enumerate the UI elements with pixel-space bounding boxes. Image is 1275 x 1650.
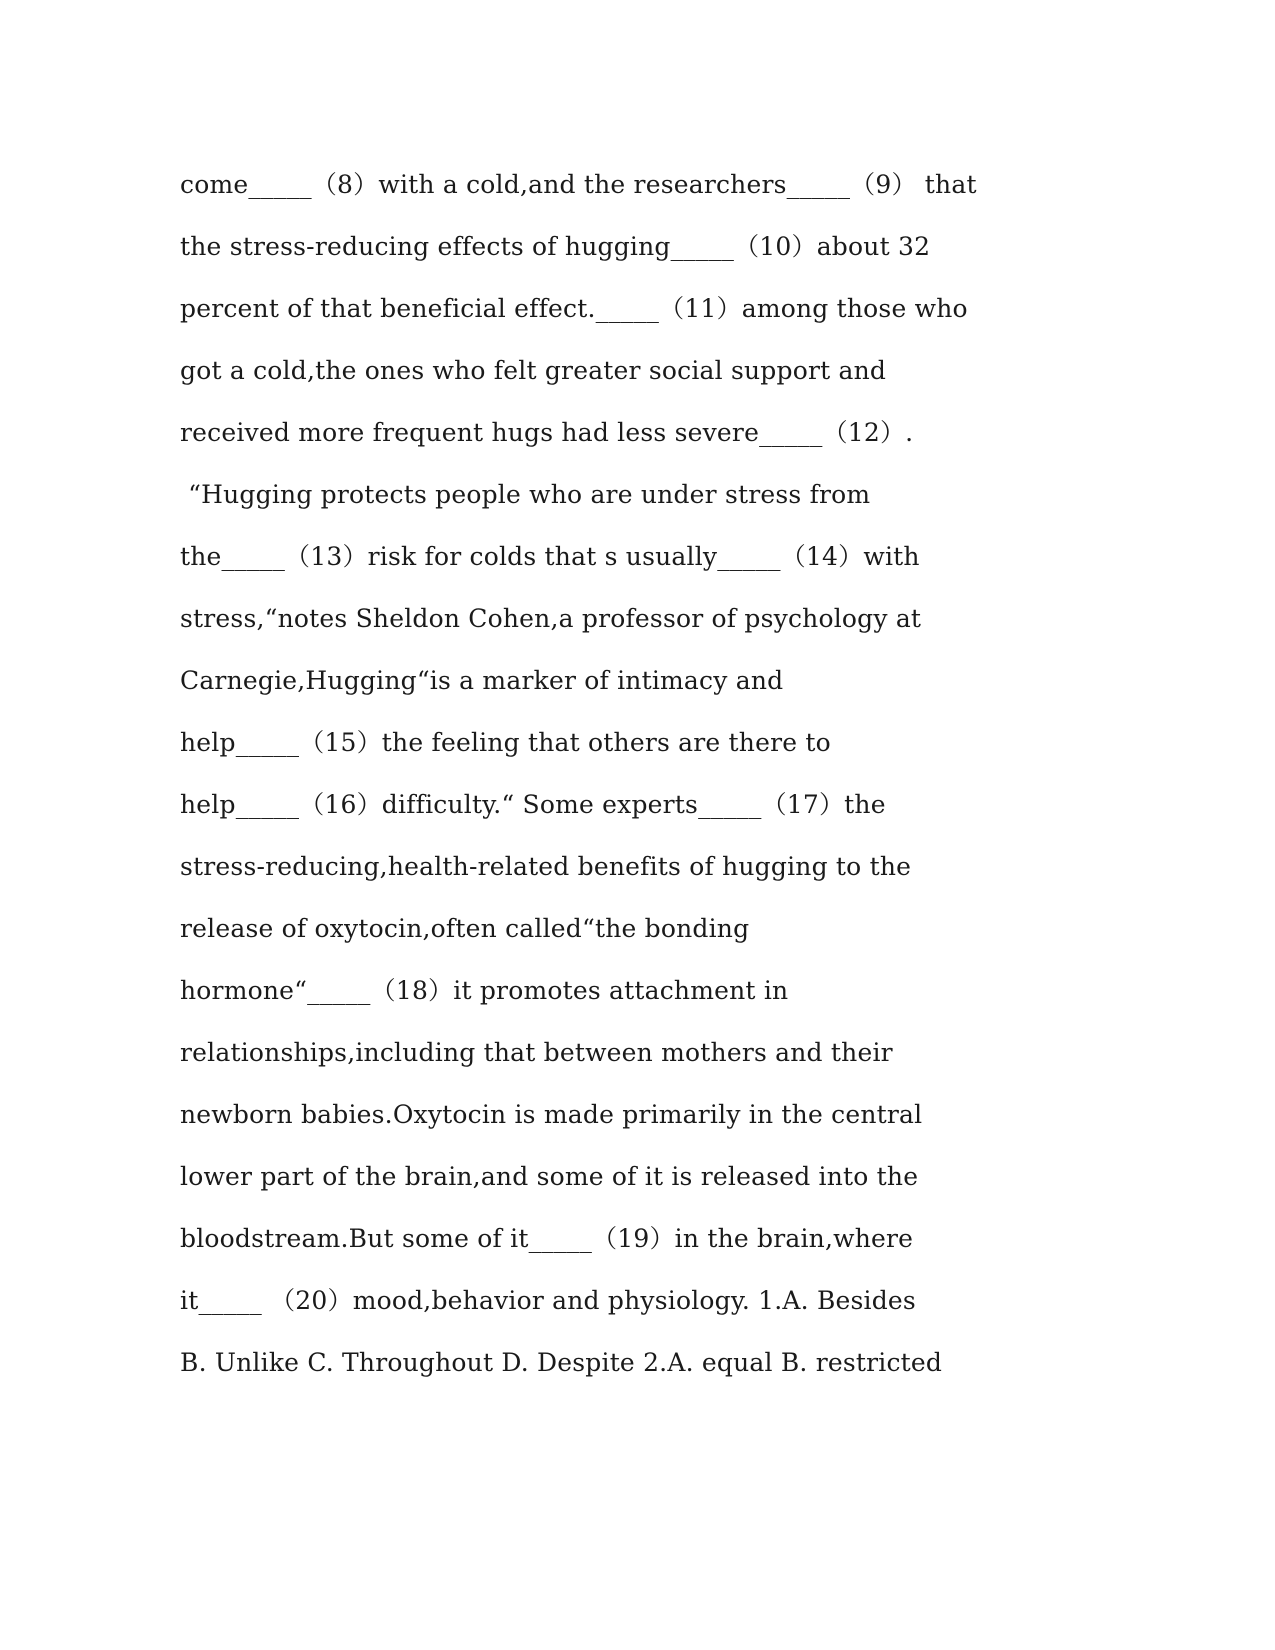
text-line: “Hugging protects people who are under stress from — [180, 480, 871, 509]
text-line: lower part of the brain,and some of it is released into the — [180, 1162, 919, 1191]
text-line: come_____（8）with a cold,and the researchers_____（9） that — [180, 170, 977, 199]
text-line: bloodstream.But some of it_____（19）in the brain,where — [180, 1224, 914, 1253]
text-line: received more frequent hugs had less severe_____（12）. — [180, 418, 914, 447]
text-line: hormone“_____（18）it promotes attachment in — [180, 976, 789, 1005]
text-line: release of oxytocin,often called“the bonding — [180, 914, 750, 943]
text-line: it_____ （20）mood,behavior and physiology. 1.A. Besides — [180, 1286, 916, 1315]
text-line: help_____（16）difficulty.“ Some experts_____（17）the — [180, 790, 886, 819]
text-line: Carnegie,Hugging“is a marker of intimacy and — [180, 666, 784, 695]
text-line: stress-reducing,health-related benefits of hugging to the — [180, 852, 912, 881]
text-line: help_____（15）the feeling that others are there to — [180, 728, 831, 757]
passage-text — [180, 170, 1080, 1410]
text-line: relationships,including that between mothers and their — [180, 1038, 893, 1067]
text-line: the stress-reducing effects of hugging_____（10）about 32 — [180, 232, 931, 261]
text-line: newborn babies.Oxytocin is made primarily in the central — [180, 1100, 923, 1129]
text-line: the_____（13）risk for colds that s usually_____（14）with — [180, 542, 920, 571]
text-line: percent of that beneficial effect._____（11）among those who — [180, 294, 968, 323]
text-line: stress,“notes Sheldon Cohen,a professor of psychology at — [180, 604, 922, 633]
text-line: got a cold,the ones who felt greater social support and — [180, 356, 887, 385]
text-line: B. Unlike C. Throughout D. Despite 2.A. equal B. restricted — [180, 1348, 943, 1377]
